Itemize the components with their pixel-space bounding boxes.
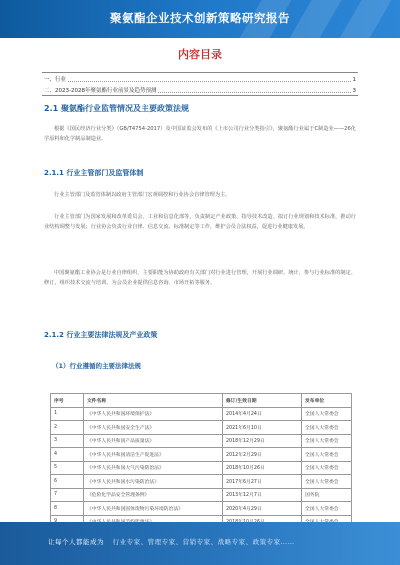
toc-item-label: 二、2023-2028年聚氨酯行业前景及趋势预测 <box>44 88 157 94</box>
report-header <box>0 0 400 38</box>
toc-item-page: 1 <box>352 77 356 83</box>
table-cell: 全国人大常委会 <box>302 421 352 435</box>
toc-leader <box>68 81 350 82</box>
table-row <box>51 488 352 502</box>
table-cell: 2 <box>51 421 84 435</box>
table-cell: 全国人大常委会 <box>302 448 352 462</box>
laws-table <box>50 393 352 529</box>
table-cell: 全国人大常委会 <box>302 502 352 516</box>
column-header: 修订/生效日期 <box>223 394 302 408</box>
section-heading: 2.1 聚氨酯行业监管情况及主要政策法规 <box>44 104 189 113</box>
subsection-heading: （1）行业遵循的主要法律法规 <box>52 362 142 370</box>
table-header-row <box>51 394 352 408</box>
table-cell: 2013年12月7日 <box>223 488 302 502</box>
table-row <box>51 434 352 448</box>
table-row <box>51 475 352 489</box>
table-cell: 《中华人民共和国安全生产法》 <box>84 421 223 435</box>
table-cell: 2018年10月26日 <box>223 461 302 475</box>
page-footer <box>0 522 400 565</box>
subsection-heading: 2.1.1 行业主管部门及监管体制 <box>44 169 144 177</box>
table-cell: 全国人大常委会 <box>302 475 352 489</box>
table-row <box>51 421 352 435</box>
paragraph: 行业主管部门为国家发展和改革委员会、工业和信息化部等，负责制定产业政策、指导技术改造、拟订行业规划和技术标准，推动行业结构调整与发展；行业协会负责行业自律、信息交流、标准制定等工作，维护会员合法权益，促进行业健康发展。 <box>44 214 356 230</box>
table-cell: 国务院 <box>302 488 352 502</box>
table-row <box>51 448 352 462</box>
toc-leader <box>158 92 350 93</box>
table-cell: 2012年2月29日 <box>223 448 302 462</box>
table-cell: 2020年4月29日 <box>223 502 302 516</box>
table-cell: 2018年12月29日 <box>223 434 302 448</box>
table-cell: 2017年6月27日 <box>223 475 302 489</box>
toc-title: 内容目录 <box>178 48 222 61</box>
table-cell: 《中华人民共和国产品质量法》 <box>84 434 223 448</box>
table-cell: 《中华人民共和国固体废物污染环境防治法》 <box>84 502 223 516</box>
footer-text <box>48 537 295 546</box>
table-cell: 全国人大常委会 <box>302 407 352 421</box>
table-cell: 《危险化学品安全管理条例》 <box>84 488 223 502</box>
paragraph: 中国聚氨酯工业协会是行业自律组织，主要职能为协助政府有关部门对行业进行管理，开展行业调研、统计，参与行业标准的制定、修订，组织技术交流与培训，为会员企业提供信息咨询、市场开拓等服务。 <box>44 270 356 286</box>
paragraph: 行业主管部门及监管体制以政府主管部门宏观调控和行业协会自律管理为主。 <box>54 192 231 198</box>
toc-item-label: 一、行业 <box>44 77 67 83</box>
table-cell: 《中华人民共和国大气污染防治法》 <box>84 461 223 475</box>
table-cell: 7 <box>51 488 84 502</box>
table-cell: 全国人大常委会 <box>302 461 352 475</box>
table-cell: 2021年6月10日 <box>223 421 302 435</box>
table-cell: 5 <box>51 461 84 475</box>
table-row <box>51 407 352 421</box>
report-title: 聚氨酯企业技术创新策略研究报告 <box>110 11 290 25</box>
table-cell: 《中华人民共和国清洁生产促进法》 <box>84 448 223 462</box>
table-cell: 4 <box>51 448 84 462</box>
table-cell: 全国人大常委会 <box>302 434 352 448</box>
column-header: 发布单位 <box>302 394 352 408</box>
table-row <box>51 502 352 516</box>
table-cell: 8 <box>51 502 84 516</box>
toc-divider <box>42 72 358 73</box>
paragraph: 根据《国民经济行业分类》（GB/T4754-2017）及中国证监会发布的《上市公司行业分类指引》，聚氨酯行业属于C制造业——26化学原料和化学制品制造业。 <box>44 126 356 142</box>
table-cell: 《中华人民共和国水污染防治法》 <box>84 475 223 489</box>
subsection-heading: 2.1.2 行业主要法律法规及产业政策 <box>44 331 158 339</box>
table-cell: 6 <box>51 475 84 489</box>
toc-item[interactable] <box>44 86 356 94</box>
toc-item[interactable] <box>44 75 356 83</box>
column-header: 序号 <box>51 394 84 408</box>
column-header: 文件名称 <box>84 394 223 408</box>
table-cell: 1 <box>51 407 84 421</box>
table-cell: 3 <box>51 434 84 448</box>
table-cell: 2014年4月24日 <box>223 407 302 421</box>
table-row <box>51 461 352 475</box>
footer-roles: 行业专家、管理专家、营销专家、战略专家、政策专家…… <box>112 538 295 546</box>
toc-item-page: 3 <box>352 88 356 94</box>
footer-slogan: 让每个人都能成为 <box>48 538 104 546</box>
table-cell: 《中华人民共和国环境保护法》 <box>84 407 223 421</box>
toc-divider <box>42 95 358 96</box>
